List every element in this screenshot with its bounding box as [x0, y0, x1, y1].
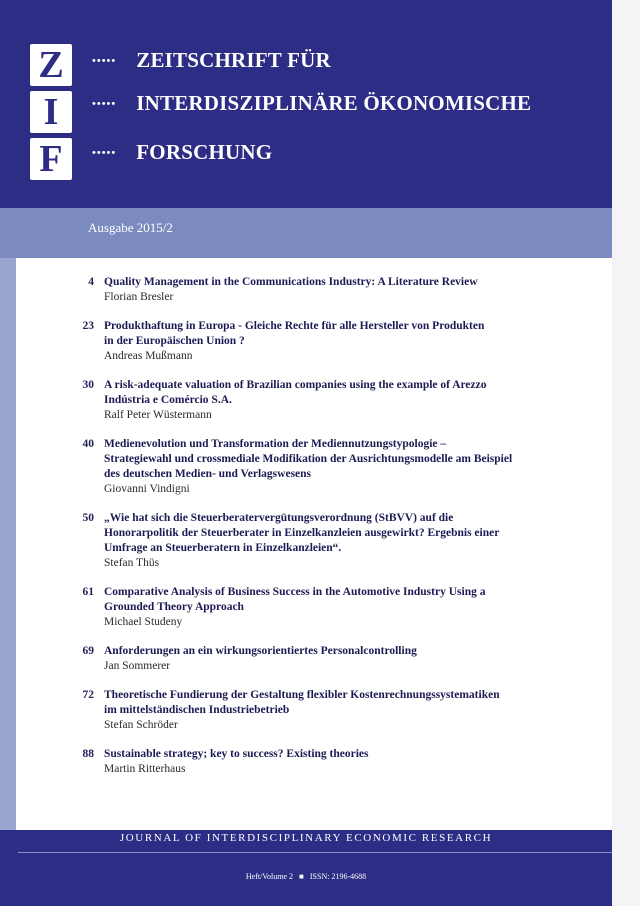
article-title: Medienevolution und Transformation der Mediennutzungstypologie – Strategiewahl und crossmediale Modifikation der Ausrichtungsmodelle am Beispiel des deutschen Medien- und Verlagswesens: [104, 438, 513, 480]
page-number: 50: [82, 512, 94, 524]
dots-icon: •••••: [92, 54, 117, 67]
article-title: Produkthaftung in Europa - Gleiche Rechte für alle Hersteller von Produkten in der Europäischen Union ?: [104, 320, 485, 347]
article-author: Jan Sommerer: [104, 660, 171, 672]
entry-body: [104, 437, 600, 497]
toc-entry: [60, 644, 600, 674]
toc-entry: [60, 511, 600, 571]
article-author: Ralf Peter Wüstermann: [104, 409, 212, 421]
toc-entry: [60, 275, 600, 305]
volume-label: Heft/Volume 2: [245, 872, 294, 881]
issue-label: Ausgabe 2015/2: [88, 220, 173, 235]
volume-info: [0, 872, 612, 881]
article-author: Michael Studeny: [104, 616, 183, 628]
page-number: 30: [82, 379, 94, 391]
entry-body: [104, 585, 600, 630]
page-number: 4: [88, 276, 94, 288]
entry-body: [104, 319, 600, 364]
footer-divider: [18, 852, 612, 853]
page-number: 72: [82, 689, 94, 701]
table-of-contents: [60, 275, 600, 791]
article-title: Anforderungen an ein wirkungsorientiertes Personalcontrolling: [104, 645, 417, 657]
logo-letter-z: Z: [30, 44, 72, 86]
left-strip: [0, 258, 16, 830]
entry-body: [104, 275, 600, 305]
logo-letter-i: I: [30, 91, 72, 133]
title-line-2: [92, 91, 531, 116]
article-title: A risk-adequate valuation of Brazilian companies using the example of Arezzo Indústria e Comércio S.A.: [104, 379, 487, 406]
article-title: Comparative Analysis of Business Success in the Automotive Industry Using a Grounded Theory Approach: [104, 586, 486, 613]
page-number: 40: [82, 438, 94, 450]
title-text-2: INTERDISZIPLINÄRE ÖKONOMISCHE: [136, 91, 532, 115]
toc-entry: [60, 585, 600, 630]
entry-body: [104, 644, 600, 674]
entry-body: [104, 511, 600, 571]
article-author: Andreas Mußmann: [104, 350, 193, 362]
page-number: 61: [82, 586, 94, 598]
page-number: 88: [82, 748, 94, 760]
entry-body: [104, 378, 600, 423]
page-edge: [612, 0, 640, 906]
article-author: Stefan Schröder: [104, 719, 178, 731]
article-author: Giovanni Vindigni: [104, 483, 190, 495]
page-number: 69: [82, 645, 94, 657]
article-author: Florian Bresler: [104, 291, 174, 303]
page-number: 23: [82, 320, 94, 332]
article-title: Quality Management in the Communications Industry: A Literature Review: [104, 276, 478, 288]
zif-logo: [30, 44, 76, 185]
article-author: Martin Ritterhaus: [104, 763, 186, 775]
article-title: „Wie hat sich die Steuerberatervergütungsverordnung (StBVV) auf die Honorarpolitik der Steuerberater in Einzelkanzleien ausgewirkt? Ergebnis einer Umfrage an Steuerberatern in Einzelkanzleien“.: [104, 512, 500, 554]
entry-body: [104, 747, 600, 777]
toc-entry: [60, 688, 600, 733]
dots-icon: •••••: [92, 146, 117, 159]
entry-body: [104, 688, 600, 733]
article-title: Sustainable strategy; key to success? Existing theories: [104, 748, 369, 760]
dots-icon: •••••: [92, 97, 117, 110]
bullet-icon: ■: [299, 872, 304, 881]
toc-entry: [60, 319, 600, 364]
toc-entry: [60, 378, 600, 423]
toc-entry: [60, 437, 600, 497]
article-author: Stefan Thüs: [104, 557, 160, 569]
title-text-3: FORSCHUNG: [136, 140, 273, 164]
journal-name: JOURNAL OF INTERDISCIPLINARY ECONOMIC RESEARCH: [119, 832, 493, 844]
article-title: Theoretische Fundierung der Gestaltung flexibler Kostenrechnungssystematiken im mittelständischen Industriebetrieb: [104, 689, 500, 716]
toc-entry: [60, 747, 600, 777]
title-line-1: [92, 48, 331, 73]
title-text-1: ZEITSCHRIFT FÜR: [136, 48, 331, 72]
logo-letter-f: F: [30, 138, 72, 180]
title-line-3: [92, 140, 272, 165]
issn-label: ISSN: 2196-4688: [309, 872, 367, 881]
